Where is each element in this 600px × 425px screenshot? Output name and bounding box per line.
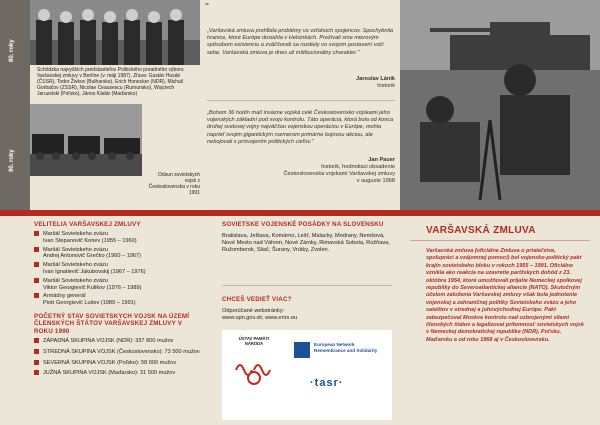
garrisons-divider (222, 285, 392, 286)
withdrawal-photo (30, 104, 142, 176)
bullet-icon (34, 262, 39, 267)
bullet-icon (34, 370, 39, 375)
troops-item: ZÁPADNÁ SKUPINA VOJSK (NDR): 337 800 mužov (34, 338, 204, 345)
bullet-icon (34, 293, 39, 298)
bullet-icon (34, 247, 39, 252)
garrisons-title: SOVIETSKE VOJENSKÉ POSÁDKY NA SLOVENSKU (222, 221, 384, 228)
more-info-title: CHCEŠ VEDIEŤ VIAC? (222, 296, 292, 303)
commander-item: Maršál Sovietskeho zväzu Ivan Stepanovič Konev (1955 – 1960) (34, 231, 194, 245)
commander-item: Maršál Sovietskeho zväzu Viktor Georgievič Kulikov (1976 – 1989) (34, 278, 194, 292)
more-info-label: Odporúčané webstránky: (222, 308, 285, 314)
withdrawal-caption: Odsun sovietskych vojsk z Československa v roku 1991 (148, 172, 200, 196)
garrisons-text: Bratislava, Jelšava, Komárno, Lešť, Malacky, Modrany, Nemšová, Nové Mesto nad Váhom, Nové Zámky, Rimavská Sobota, Rožňava, Ružomberok, Sliač, Šurany, Vrútky, Zvolen. (222, 233, 390, 253)
quote-mark-icon: ” (205, 2, 209, 11)
troops-item: SEVERNÁ SKUPINA VOJSK (Poľsko): 58 000 mužov (34, 360, 204, 367)
enrs-logo-text: European Network Remembrance and Solidarity (314, 342, 378, 353)
quote-divider (207, 100, 395, 101)
commander-item: Maršál Sovietskeho zväzu Ivan Ignatievič Jakubovskij (1967 – 1976) (34, 262, 194, 276)
quote-1-author (207, 76, 395, 90)
quote-2-text: „Bohom 36 hodín malí invázne vojská celé Československo vojskami jeho vojenských základní pod svoju kontrolu. Táto operácia, ktorá bola od konca druhej svetovej vojny najväčšou vojenskou operáciou v Európe, mohla naprieť svojim gigantickým rozmerom primárne bojovou akciou, ale nebojovali s prisvojením politických cieľov." (207, 110, 394, 145)
troops-item: STREDNÁ SKUPINA VOJSK (Československo): 73 500 mužov (34, 349, 204, 356)
troops-item: JUŽNÁ SKUPINA VOJSK (Maďarsko): 31 500 mužov (34, 370, 204, 377)
troops-title: POČETNÝ STAV SOVIETSKYCH VOJSK NA ÚZEMÍ ČLENSKÝCH ŠTÁTOV VARŠAVSKEJ ZMLUVY V ROKU 1990 (34, 313, 190, 335)
troops-list (34, 338, 204, 381)
commanders-title: VELITELIA VARŠAVSKEJ ZMLUVY (34, 221, 141, 228)
quote-1-author-role: historik (377, 83, 395, 89)
quote-2-author-role: historik, hodnotiaci obsadenie Československa vojskami Varšavskej zmluvy v auguste 1968 (283, 164, 395, 184)
commanders-list (34, 231, 194, 309)
soldiers-photo (400, 0, 600, 210)
bullet-icon (34, 278, 39, 283)
quote-2-author-name: Jan Pauer (368, 157, 395, 163)
left-strip (0, 0, 30, 210)
more-info-links[interactable]: www.upn.gov.sk; www.enrs.eu (222, 315, 298, 321)
bullet-icon (34, 360, 39, 365)
main-text: Varšavská zmluva (oficiálne Zmluva o priateľstve, spolupráci a vzájomnej pomoci) bol vojensko-politický pakt krajín sovietskeho bloku v rokoch 1955 – 1991. Oficiálne vznikla ako reakcia na uzavretie parížskych dohôd z 23. októbra 1954, ktoré umožňovali prijatie Nemeckej spolkovej republiky do Severoatlantickej aliancie (NATO). Skutočným účelom založenia Varšavskej zmluvy však bola jednotenie vojenskej a zahraničnej politiky Sovietskeho zväzu a jeho satelitov v strednej a juhovýchodnej Európe. Pakt zabezpečoval Moskve kontrolu nad ozbrojenými silami členských štátov a legalizoval prítomnosť sovietskych vojsk v Nemeckej demokratickej republike (NDR), Poľsku, Maďarsku a od roku 1968 aj v Československu. (426, 248, 584, 343)
quote-2-author (280, 157, 395, 185)
upn-logo: ÚSTAV PAMÄTI NÁRODA (230, 336, 278, 393)
leaders-caption: Schôdzka najvyšších predstaviteľov Politického poradného výboru Varšavskej zmluvy v Berlíne (v. máji 1987). Zľava: Gustáv Husák (ČSSR), Todor Živkov (Bulharsko), Erich Honecker (NDR), Michail Gorbačov (ZSSR), Nicolae Ceausescu (Rumunsko), Wojciech Jaruzelski (Poľsko), János Kádár (Maďarsko) (37, 67, 184, 97)
quote-1-author-name: Jaroslav Láník (356, 76, 395, 82)
tasr-logo: ·tasr· (310, 377, 344, 389)
enrs-logo-icon (294, 342, 310, 358)
upn-emblem-icon (232, 350, 276, 388)
bullet-icon (34, 349, 39, 354)
leaders-photo (30, 0, 200, 65)
main-title-divider (410, 240, 590, 241)
bullet-icon (34, 231, 39, 236)
bullet-icon (34, 338, 39, 343)
commander-item: Maršál Sovietskeho zväzu Andrej Antonovič Grečko (1960 – 1967) (34, 247, 194, 261)
quote-1-text: „Varšavská zmluva prehĺbila problémy vo vzťahoch spojencov. Spochybnila hranice, ktoré Európe dosiahla v Helsinkách. Prežívali sme mierovým spôsobom existenciu a zväčšovali sa rozdiely vo svojom postavení voči sebe. Varšavská zmluva je dnes už inštitucionálny charakter." (207, 28, 394, 56)
strip-label-90s: 90. roky (9, 149, 15, 172)
strip-label-80s: 80. roky (9, 39, 15, 62)
commander-item: Armádny generál Piotr Georgievič Lušev (1989 – 1991) (34, 293, 194, 307)
main-title: VARŠAVSKÁ ZMLUVA (426, 225, 536, 236)
